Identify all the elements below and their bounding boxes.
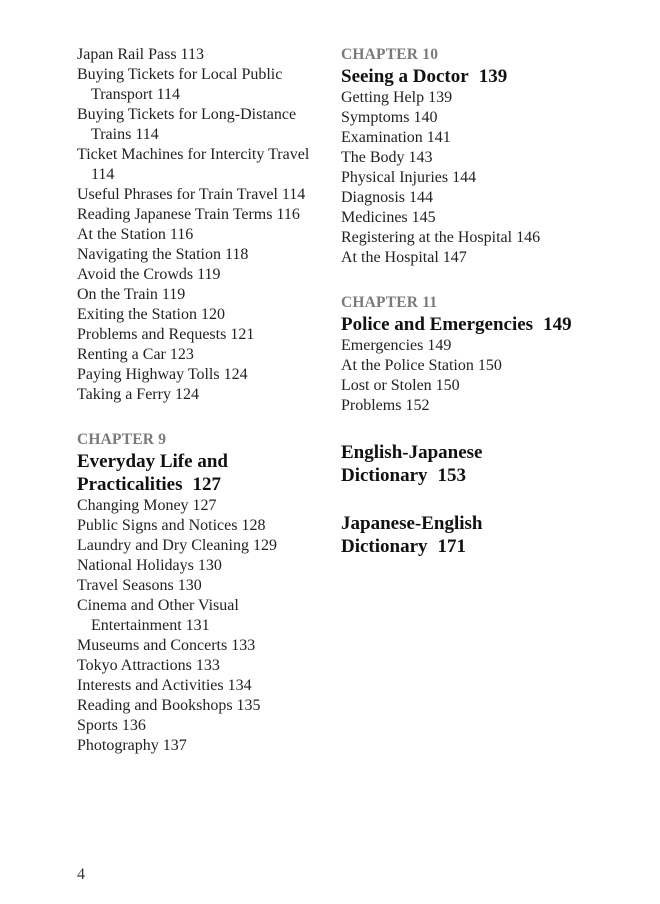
toc-entry[interactable]: Museums and Concerts 133 — [77, 637, 256, 654]
toc-entry[interactable]: At the Police Station 150 — [341, 357, 502, 374]
toc-entry[interactable]: Changing Money 127 — [77, 497, 217, 514]
dictionary-en-jp-page: 153 — [437, 465, 467, 486]
toc-entry[interactable]: Examination 141 — [341, 129, 451, 146]
toc-left-column — [77, 45, 332, 756]
toc-entry[interactable]: Reading and Bookshops 135 — [77, 697, 261, 714]
dictionary-en-jp-line1: English-Japanese — [341, 442, 483, 463]
chapter-10-label: CHAPTER 10 — [341, 46, 439, 63]
toc-entry[interactable]: Lost or Stolen 150 — [341, 377, 460, 394]
chapter-10-title[interactable] — [341, 65, 641, 88]
dictionary-en-jp-text: Dictionary — [341, 465, 428, 486]
toc-entry[interactable]: Registering at the Hospital 146 — [341, 229, 541, 246]
toc-entry[interactable]: At the Hospital 147 — [341, 249, 467, 266]
chapter-9-section — [77, 430, 332, 756]
toc-entry[interactable]: Buying Tickets for Local Public Transport 114 — [77, 66, 283, 103]
toc-entry[interactable]: Navigating the Station 118 — [77, 246, 249, 263]
dictionary-en-jp-title[interactable] — [341, 441, 641, 487]
dictionary-jp-en-page: 171 — [437, 536, 467, 557]
toc-entry[interactable]: Getting Help 139 — [341, 89, 453, 106]
dictionary-jp-en-line2 — [341, 535, 641, 558]
toc-entry[interactable]: Cinema and Other Visual Entertainment 131 — [77, 597, 239, 634]
toc-entry[interactable]: Problems and Requests 121 — [77, 326, 255, 343]
toc-entry[interactable]: Physical Injuries 144 — [341, 169, 477, 186]
chapter-9-label: CHAPTER 9 — [77, 431, 167, 448]
toc-entries-top — [77, 45, 332, 405]
chapter-9-page: 127 — [192, 474, 222, 495]
chapter-11-label: CHAPTER 11 — [341, 294, 438, 311]
toc-entry[interactable]: Photography 137 — [77, 737, 187, 754]
toc-entry[interactable]: Emergencies 149 — [341, 337, 452, 354]
toc-entry[interactable]: The Body 143 — [341, 149, 433, 166]
chapter-10-section — [341, 45, 641, 268]
toc-entry[interactable]: Taking a Ferry 124 — [77, 386, 199, 403]
chapter-11-section — [341, 293, 641, 416]
dictionary-jp-en-title[interactable] — [341, 512, 641, 558]
chapter-11-title-text: Police and Emergencies — [341, 314, 534, 335]
page-number: 4 — [77, 866, 85, 883]
toc-entry[interactable]: On the Train 119 — [77, 286, 186, 303]
toc-entry[interactable]: Useful Phrases for Train Travel 114 — [77, 186, 306, 203]
toc-entry[interactable]: Tokyo Attractions 133 — [77, 657, 220, 674]
chapter-9-title-text: Practicalities — [77, 474, 183, 495]
dictionary-en-jp-section — [341, 441, 641, 487]
toc-entry[interactable]: Laundry and Dry Cleaning 129 — [77, 537, 277, 554]
toc-entry[interactable]: Public Signs and Notices 128 — [77, 517, 266, 534]
chapter-10-page: 139 — [478, 66, 508, 87]
toc-entry[interactable]: Medicines 145 — [341, 209, 436, 226]
dictionary-jp-en-text: Dictionary — [341, 536, 428, 557]
toc-entry[interactable]: Symptoms 140 — [341, 109, 438, 126]
chapter-10-title-text: Seeing a Doctor — [341, 66, 469, 87]
toc-entry[interactable]: At the Station 116 — [77, 226, 194, 243]
toc-entry[interactable]: Sports 136 — [77, 717, 146, 734]
chapter-9-title[interactable] — [77, 450, 332, 496]
chapter-11-title[interactable] — [341, 313, 641, 336]
toc-entry[interactable]: Problems 152 — [341, 397, 430, 414]
chapter-9-title-line2 — [77, 473, 332, 496]
toc-right-column — [341, 45, 641, 558]
toc-entry[interactable]: Paying Highway Tolls 124 — [77, 366, 248, 383]
toc-entry[interactable]: Exiting the Station 120 — [77, 306, 225, 323]
chapter-11-page: 149 — [543, 314, 572, 335]
toc-entry[interactable]: Ticket Machines for Intercity Travel 114 — [77, 146, 310, 183]
dictionary-jp-en-line1: Japanese-English — [341, 513, 483, 534]
dictionary-en-jp-line2 — [341, 464, 641, 487]
toc-entry[interactable]: Interests and Activities 134 — [77, 677, 252, 694]
toc-entry[interactable]: Diagnosis 144 — [341, 189, 433, 206]
toc-entry[interactable]: National Holidays 130 — [77, 557, 222, 574]
toc-entry[interactable]: Avoid the Crowds 119 — [77, 266, 221, 283]
dictionary-jp-en-section — [341, 512, 641, 558]
toc-entry[interactable]: Reading Japanese Train Terms 116 — [77, 206, 300, 223]
chapter-9-title-line1: Everyday Life and — [77, 451, 228, 472]
toc-entry[interactable]: Travel Seasons 130 — [77, 577, 202, 594]
toc-entry[interactable]: Buying Tickets for Long-Distance Trains 114 — [77, 106, 297, 143]
toc-entry[interactable]: Renting a Car 123 — [77, 346, 194, 363]
toc-entry[interactable]: Japan Rail Pass 113 — [77, 46, 204, 63]
